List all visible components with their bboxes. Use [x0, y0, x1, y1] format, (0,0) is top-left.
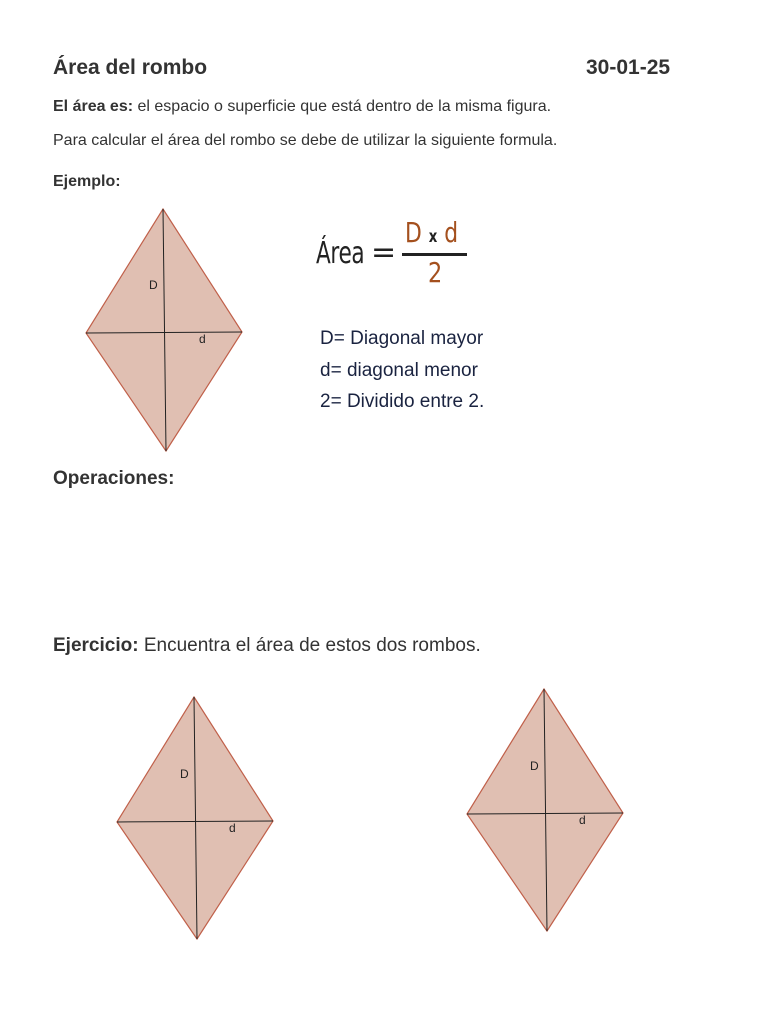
example-major-label: D [149, 278, 158, 292]
formula-lhs: Área [316, 236, 365, 271]
example-rhombus-diagram [80, 205, 250, 455]
formula-denominator: 2 [428, 256, 443, 289]
exercise-rhombus-1-diagram [112, 693, 282, 943]
definition-major: D= Diagonal mayor [320, 328, 484, 349]
exercise-text: Encuentra el área de estos dos rombos. [138, 635, 481, 656]
definition-minor: d= diagonal menor [320, 359, 478, 381]
page-title: Área del rombo [53, 56, 208, 79]
definition-divide: 2= Dividido entre 2. [320, 391, 485, 412]
formula-numerator-minor: d [444, 216, 459, 249]
exercise-rhombus-1-minor-label: d [229, 821, 236, 835]
definition-line [53, 98, 551, 116]
exercise-rhombus-2-diagram [462, 685, 632, 935]
formula-numerator [405, 216, 458, 249]
exercise-line [53, 635, 481, 657]
example-minor-label: d [199, 332, 206, 346]
exercise-rhombus-1-major-label: D [180, 767, 189, 781]
formula-numerator-major: D [405, 216, 422, 249]
area-formula [316, 212, 486, 302]
exercise-label: Ejercicio: [53, 635, 139, 656]
example-heading: Ejemplo: [53, 173, 121, 190]
formula-definitions [320, 323, 484, 418]
exercise-rhombus-2-minor-label: d [579, 813, 586, 827]
operations-heading: Operaciones: [53, 468, 175, 489]
definition-text: el espacio o superficie que está dentro de la misma figura. [133, 98, 552, 115]
page-date: 30-01-25 [586, 56, 671, 79]
definition-label: El área es: [53, 98, 134, 115]
formula-equals: = [371, 235, 397, 270]
instruction-line: Para calcular el área del rombo se debe de utilizar la siguiente formula. [53, 132, 558, 149]
exercise-rhombus-2-major-label: D [530, 759, 539, 773]
formula-times: x [428, 227, 438, 247]
